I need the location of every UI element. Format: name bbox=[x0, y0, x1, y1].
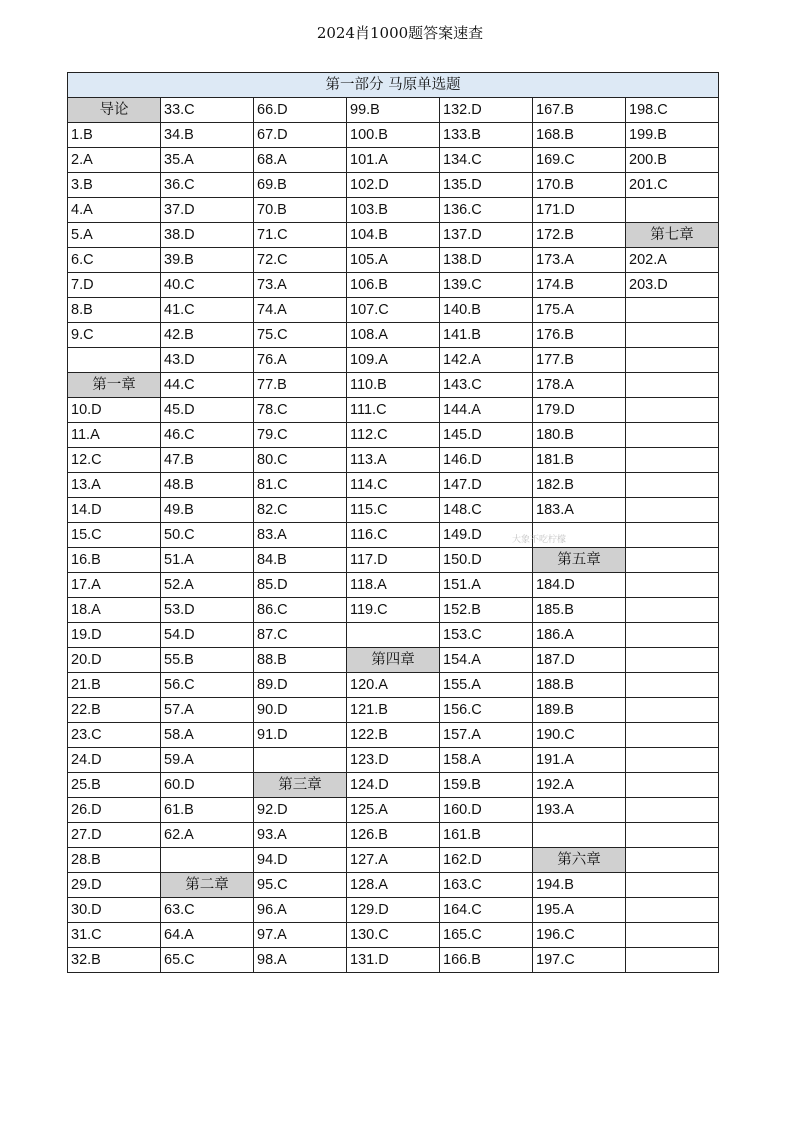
answer-cell: 8.B bbox=[68, 298, 161, 323]
empty-cell bbox=[533, 823, 626, 848]
answer-cell: 13.A bbox=[68, 473, 161, 498]
table-row bbox=[68, 623, 719, 648]
watermark: 大象不吃柠檬 bbox=[512, 535, 567, 545]
answer-cell: 113.A bbox=[347, 448, 440, 473]
answer-cell: 97.A bbox=[254, 923, 347, 948]
chapter-header-cell: 第三章 bbox=[254, 773, 347, 798]
answer-cell: 112.C bbox=[347, 423, 440, 448]
answer-cell: 56.C bbox=[161, 673, 254, 698]
table-row bbox=[68, 173, 719, 198]
answer-cell: 203.D bbox=[626, 273, 719, 298]
answer-cell: 188.B bbox=[533, 673, 626, 698]
answer-cell: 107.C bbox=[347, 298, 440, 323]
table-row bbox=[68, 398, 719, 423]
answer-cell: 106.B bbox=[347, 273, 440, 298]
answer-cell: 23.C bbox=[68, 723, 161, 748]
answer-cell: 57.A bbox=[161, 698, 254, 723]
answer-cell: 89.D bbox=[254, 673, 347, 698]
answer-cell: 190.C bbox=[533, 723, 626, 748]
answer-cell: 87.C bbox=[254, 623, 347, 648]
answer-cell: 136.C bbox=[440, 198, 533, 223]
table-row bbox=[68, 848, 719, 873]
table-row bbox=[68, 748, 719, 773]
answer-cell: 144.A bbox=[440, 398, 533, 423]
answer-cell: 123.D bbox=[347, 748, 440, 773]
answer-cell: 187.D bbox=[533, 648, 626, 673]
section-banner: 第一部分 马原单选题 bbox=[68, 73, 719, 98]
answer-cell: 201.C bbox=[626, 173, 719, 198]
answer-cell: 116.C bbox=[347, 523, 440, 548]
empty-cell bbox=[626, 298, 719, 323]
answer-cell: 181.B bbox=[533, 448, 626, 473]
table-row bbox=[68, 573, 719, 598]
answer-cell: 115.C bbox=[347, 498, 440, 523]
answer-cell: 72.C bbox=[254, 248, 347, 273]
answer-cell: 63.C bbox=[161, 898, 254, 923]
empty-cell bbox=[626, 598, 719, 623]
answer-cell: 11.A bbox=[68, 423, 161, 448]
answer-cell: 118.A bbox=[347, 573, 440, 598]
answer-cell: 161.B bbox=[440, 823, 533, 848]
answer-cell: 119.C bbox=[347, 598, 440, 623]
answer-cell: 130.C bbox=[347, 923, 440, 948]
table-row bbox=[68, 98, 719, 123]
empty-cell bbox=[626, 448, 719, 473]
table-row bbox=[68, 273, 719, 298]
answer-cell: 158.A bbox=[440, 748, 533, 773]
answer-cell: 109.A bbox=[347, 348, 440, 373]
answer-cell: 14.D bbox=[68, 498, 161, 523]
answer-cell: 22.B bbox=[68, 698, 161, 723]
answer-cell: 61.B bbox=[161, 798, 254, 823]
answer-cell: 135.D bbox=[440, 173, 533, 198]
answer-cell: 58.A bbox=[161, 723, 254, 748]
answer-cell: 108.A bbox=[347, 323, 440, 348]
answer-cell: 177.B bbox=[533, 348, 626, 373]
empty-cell bbox=[626, 873, 719, 898]
answer-cell: 43.D bbox=[161, 348, 254, 373]
answer-cell: 25.B bbox=[68, 773, 161, 798]
answer-cell: 162.D bbox=[440, 848, 533, 873]
answer-cell: 195.A bbox=[533, 898, 626, 923]
answer-cell: 74.A bbox=[254, 298, 347, 323]
answer-cell: 46.C bbox=[161, 423, 254, 448]
answer-cell: 102.D bbox=[347, 173, 440, 198]
answer-cell: 200.B bbox=[626, 148, 719, 173]
answer-cell: 166.B bbox=[440, 948, 533, 973]
answer-cell: 110.B bbox=[347, 373, 440, 398]
answer-cell: 149.D bbox=[440, 523, 533, 548]
answer-cell: 141.B bbox=[440, 323, 533, 348]
answer-cell: 105.A bbox=[347, 248, 440, 273]
answer-table bbox=[67, 72, 719, 973]
answer-cell: 160.D bbox=[440, 798, 533, 823]
answer-cell: 202.A bbox=[626, 248, 719, 273]
answer-cell: 66.D bbox=[254, 98, 347, 123]
empty-cell bbox=[626, 473, 719, 498]
answer-cell: 4.A bbox=[68, 198, 161, 223]
answer-cell: 12.C bbox=[68, 448, 161, 473]
answer-cell: 65.C bbox=[161, 948, 254, 973]
answer-cell: 100.B bbox=[347, 123, 440, 148]
empty-cell bbox=[626, 323, 719, 348]
answer-cell: 39.B bbox=[161, 248, 254, 273]
answer-cell: 91.D bbox=[254, 723, 347, 748]
answer-cell: 10.D bbox=[68, 398, 161, 423]
answer-cell: 85.D bbox=[254, 573, 347, 598]
table-row bbox=[68, 548, 719, 573]
answer-cell: 96.A bbox=[254, 898, 347, 923]
empty-cell bbox=[626, 698, 719, 723]
answer-cell: 83.A bbox=[254, 523, 347, 548]
answer-cell: 67.D bbox=[254, 123, 347, 148]
chapter-header-cell: 第四章 bbox=[347, 648, 440, 673]
answer-cell: 90.D bbox=[254, 698, 347, 723]
answer-cell: 129.D bbox=[347, 898, 440, 923]
answer-cell: 114.C bbox=[347, 473, 440, 498]
answer-cell: 120.A bbox=[347, 673, 440, 698]
answer-cell: 7.D bbox=[68, 273, 161, 298]
table-row bbox=[68, 248, 719, 273]
table-row bbox=[68, 123, 719, 148]
empty-cell bbox=[626, 923, 719, 948]
answer-cell: 92.D bbox=[254, 798, 347, 823]
answer-cell: 31.C bbox=[68, 923, 161, 948]
answer-cell: 2.A bbox=[68, 148, 161, 173]
empty-cell bbox=[626, 723, 719, 748]
chapter-header-cell: 第五章 bbox=[533, 548, 626, 573]
answer-cell: 104.B bbox=[347, 223, 440, 248]
answer-cell: 36.C bbox=[161, 173, 254, 198]
answer-cell: 180.B bbox=[533, 423, 626, 448]
answer-cell: 69.B bbox=[254, 173, 347, 198]
answer-cell: 121.B bbox=[347, 698, 440, 723]
answer-cell: 18.A bbox=[68, 598, 161, 623]
answer-cell: 55.B bbox=[161, 648, 254, 673]
answer-cell: 126.B bbox=[347, 823, 440, 848]
answer-cell: 143.C bbox=[440, 373, 533, 398]
answer-cell: 101.A bbox=[347, 148, 440, 173]
answer-cell: 171.D bbox=[533, 198, 626, 223]
answer-cell: 52.A bbox=[161, 573, 254, 598]
empty-cell bbox=[347, 623, 440, 648]
table-row bbox=[68, 373, 719, 398]
answer-cell: 53.D bbox=[161, 598, 254, 623]
answer-cell: 68.A bbox=[254, 148, 347, 173]
empty-cell bbox=[626, 548, 719, 573]
answer-cell: 82.C bbox=[254, 498, 347, 523]
empty-cell bbox=[161, 848, 254, 873]
answer-cell: 139.C bbox=[440, 273, 533, 298]
empty-cell bbox=[626, 673, 719, 698]
answer-cell: 159.B bbox=[440, 773, 533, 798]
answer-cell: 30.D bbox=[68, 898, 161, 923]
document-title: 2024肖1000题答案速查 bbox=[316, 24, 484, 42]
answer-cell: 152.B bbox=[440, 598, 533, 623]
answer-cell: 176.B bbox=[533, 323, 626, 348]
answer-cell: 175.A bbox=[533, 298, 626, 323]
answer-cell: 117.D bbox=[347, 548, 440, 573]
empty-cell bbox=[626, 898, 719, 923]
answer-cell: 77.B bbox=[254, 373, 347, 398]
answer-table-body bbox=[68, 73, 719, 973]
empty-cell bbox=[626, 848, 719, 873]
answer-cell: 111.C bbox=[347, 398, 440, 423]
answer-cell: 157.A bbox=[440, 723, 533, 748]
answer-cell: 147.D bbox=[440, 473, 533, 498]
answer-cell: 133.B bbox=[440, 123, 533, 148]
answer-cell: 122.B bbox=[347, 723, 440, 748]
answer-cell: 148.C bbox=[440, 498, 533, 523]
answer-cell: 186.A bbox=[533, 623, 626, 648]
answer-cell: 60.D bbox=[161, 773, 254, 798]
answer-cell: 151.A bbox=[440, 573, 533, 598]
table-row bbox=[68, 673, 719, 698]
empty-cell bbox=[626, 348, 719, 373]
answer-cell: 199.B bbox=[626, 123, 719, 148]
answer-cell: 28.B bbox=[68, 848, 161, 873]
chapter-header-cell: 第七章 bbox=[626, 223, 719, 248]
empty-cell bbox=[626, 823, 719, 848]
answer-cell: 47.B bbox=[161, 448, 254, 473]
answer-cell: 172.B bbox=[533, 223, 626, 248]
table-row bbox=[68, 923, 719, 948]
answer-cell: 131.D bbox=[347, 948, 440, 973]
answer-cell: 156.C bbox=[440, 698, 533, 723]
empty-cell bbox=[626, 798, 719, 823]
answer-cell: 86.C bbox=[254, 598, 347, 623]
answer-cell: 194.B bbox=[533, 873, 626, 898]
answer-cell: 99.B bbox=[347, 98, 440, 123]
answer-cell: 35.A bbox=[161, 148, 254, 173]
answer-cell: 137.D bbox=[440, 223, 533, 248]
answer-cell: 189.B bbox=[533, 698, 626, 723]
answer-cell: 33.C bbox=[161, 98, 254, 123]
table-row bbox=[68, 773, 719, 798]
answer-cell: 170.B bbox=[533, 173, 626, 198]
empty-cell bbox=[254, 748, 347, 773]
answer-cell: 192.A bbox=[533, 773, 626, 798]
answer-cell: 20.D bbox=[68, 648, 161, 673]
answer-cell: 154.A bbox=[440, 648, 533, 673]
answer-cell: 193.A bbox=[533, 798, 626, 823]
answer-cell: 76.A bbox=[254, 348, 347, 373]
answer-cell: 79.C bbox=[254, 423, 347, 448]
answer-cell: 184.D bbox=[533, 573, 626, 598]
answer-cell: 138.D bbox=[440, 248, 533, 273]
answer-cell: 128.A bbox=[347, 873, 440, 898]
answer-cell: 197.C bbox=[533, 948, 626, 973]
answer-cell: 174.B bbox=[533, 273, 626, 298]
answer-cell: 165.C bbox=[440, 923, 533, 948]
answer-cell: 153.C bbox=[440, 623, 533, 648]
table-row bbox=[68, 823, 719, 848]
answer-cell: 40.C bbox=[161, 273, 254, 298]
answer-cell: 17.A bbox=[68, 573, 161, 598]
table-row bbox=[68, 148, 719, 173]
table-row bbox=[68, 223, 719, 248]
table-row bbox=[68, 873, 719, 898]
answer-cell: 49.B bbox=[161, 498, 254, 523]
answer-cell: 127.A bbox=[347, 848, 440, 873]
answer-cell: 164.C bbox=[440, 898, 533, 923]
answer-cell: 142.A bbox=[440, 348, 533, 373]
answer-cell: 125.A bbox=[347, 798, 440, 823]
answer-cell: 95.C bbox=[254, 873, 347, 898]
answer-cell: 146.D bbox=[440, 448, 533, 473]
empty-cell bbox=[626, 648, 719, 673]
chapter-header-cell: 第一章 bbox=[68, 373, 161, 398]
table-row bbox=[68, 348, 719, 373]
answer-cell: 37.D bbox=[161, 198, 254, 223]
answer-cell: 124.D bbox=[347, 773, 440, 798]
answer-cell: 15.C bbox=[68, 523, 161, 548]
answer-cell: 88.B bbox=[254, 648, 347, 673]
answer-cell: 145.D bbox=[440, 423, 533, 448]
answer-cell: 163.C bbox=[440, 873, 533, 898]
chapter-header-cell: 第六章 bbox=[533, 848, 626, 873]
table-row bbox=[68, 898, 719, 923]
table-row bbox=[68, 498, 719, 523]
answer-cell: 3.B bbox=[68, 173, 161, 198]
answer-cell: 132.D bbox=[440, 98, 533, 123]
answer-cell: 50.C bbox=[161, 523, 254, 548]
answer-cell: 179.D bbox=[533, 398, 626, 423]
answer-cell: 21.B bbox=[68, 673, 161, 698]
table-row bbox=[68, 323, 719, 348]
table-row bbox=[68, 598, 719, 623]
answer-cell: 75.C bbox=[254, 323, 347, 348]
answer-cell: 140.B bbox=[440, 298, 533, 323]
empty-cell bbox=[626, 373, 719, 398]
answer-cell: 196.C bbox=[533, 923, 626, 948]
table-row bbox=[68, 723, 719, 748]
table-row bbox=[68, 473, 719, 498]
answer-cell: 155.A bbox=[440, 673, 533, 698]
answer-cell: 32.B bbox=[68, 948, 161, 973]
empty-cell bbox=[626, 198, 719, 223]
answer-cell: 198.C bbox=[626, 98, 719, 123]
answer-cell: 29.D bbox=[68, 873, 161, 898]
answer-cell: 54.D bbox=[161, 623, 254, 648]
empty-cell bbox=[626, 398, 719, 423]
answer-cell: 42.B bbox=[161, 323, 254, 348]
answer-cell: 64.A bbox=[161, 923, 254, 948]
answer-cell: 185.B bbox=[533, 598, 626, 623]
table-row bbox=[68, 948, 719, 973]
answer-cell: 48.B bbox=[161, 473, 254, 498]
answer-cell: 81.C bbox=[254, 473, 347, 498]
table-row bbox=[68, 298, 719, 323]
answer-cell: 173.A bbox=[533, 248, 626, 273]
answer-cell: 98.A bbox=[254, 948, 347, 973]
answer-cell: 34.B bbox=[161, 123, 254, 148]
table-row bbox=[68, 448, 719, 473]
answer-cell: 103.B bbox=[347, 198, 440, 223]
answer-cell: 93.A bbox=[254, 823, 347, 848]
answer-cell: 134.C bbox=[440, 148, 533, 173]
answer-cell: 6.C bbox=[68, 248, 161, 273]
table-row bbox=[68, 198, 719, 223]
answer-cell: 5.A bbox=[68, 223, 161, 248]
answer-cell: 70.B bbox=[254, 198, 347, 223]
answer-cell: 191.A bbox=[533, 748, 626, 773]
answer-cell: 182.B bbox=[533, 473, 626, 498]
answer-cell: 169.C bbox=[533, 148, 626, 173]
answer-cell: 84.B bbox=[254, 548, 347, 573]
answer-cell: 16.B bbox=[68, 548, 161, 573]
answer-cell: 59.A bbox=[161, 748, 254, 773]
answer-cell: 73.A bbox=[254, 273, 347, 298]
answer-cell: 71.C bbox=[254, 223, 347, 248]
answer-cell: 178.A bbox=[533, 373, 626, 398]
empty-cell bbox=[626, 748, 719, 773]
answer-cell: 183.A bbox=[533, 498, 626, 523]
table-row bbox=[68, 798, 719, 823]
answer-cell: 1.B bbox=[68, 123, 161, 148]
answer-cell: 26.D bbox=[68, 798, 161, 823]
empty-cell bbox=[626, 523, 719, 548]
answer-cell: 9.C bbox=[68, 323, 161, 348]
empty-cell bbox=[626, 423, 719, 448]
answer-cell: 168.B bbox=[533, 123, 626, 148]
answer-cell: 24.D bbox=[68, 748, 161, 773]
empty-cell bbox=[626, 573, 719, 598]
empty-cell bbox=[626, 623, 719, 648]
empty-cell bbox=[626, 948, 719, 973]
banner-row bbox=[68, 73, 719, 98]
answer-cell: 38.D bbox=[161, 223, 254, 248]
answer-cell: 41.C bbox=[161, 298, 254, 323]
chapter-header-cell: 第二章 bbox=[161, 873, 254, 898]
table-row bbox=[68, 648, 719, 673]
answer-cell: 45.D bbox=[161, 398, 254, 423]
chapter-header-cell: 导论 bbox=[68, 98, 161, 123]
table-row bbox=[68, 423, 719, 448]
answer-cell: 27.D bbox=[68, 823, 161, 848]
table-row bbox=[68, 698, 719, 723]
empty-cell bbox=[626, 773, 719, 798]
empty-cell bbox=[68, 348, 161, 373]
empty-cell bbox=[626, 498, 719, 523]
answer-cell: 51.A bbox=[161, 548, 254, 573]
answer-cell: 44.C bbox=[161, 373, 254, 398]
answer-cell: 167.B bbox=[533, 98, 626, 123]
answer-cell: 80.C bbox=[254, 448, 347, 473]
answer-cell: 19.D bbox=[68, 623, 161, 648]
table-row bbox=[68, 523, 719, 548]
answer-cell: 62.A bbox=[161, 823, 254, 848]
answer-cell: 150.D bbox=[440, 548, 533, 573]
answer-cell: 94.D bbox=[254, 848, 347, 873]
answer-cell: 78.C bbox=[254, 398, 347, 423]
